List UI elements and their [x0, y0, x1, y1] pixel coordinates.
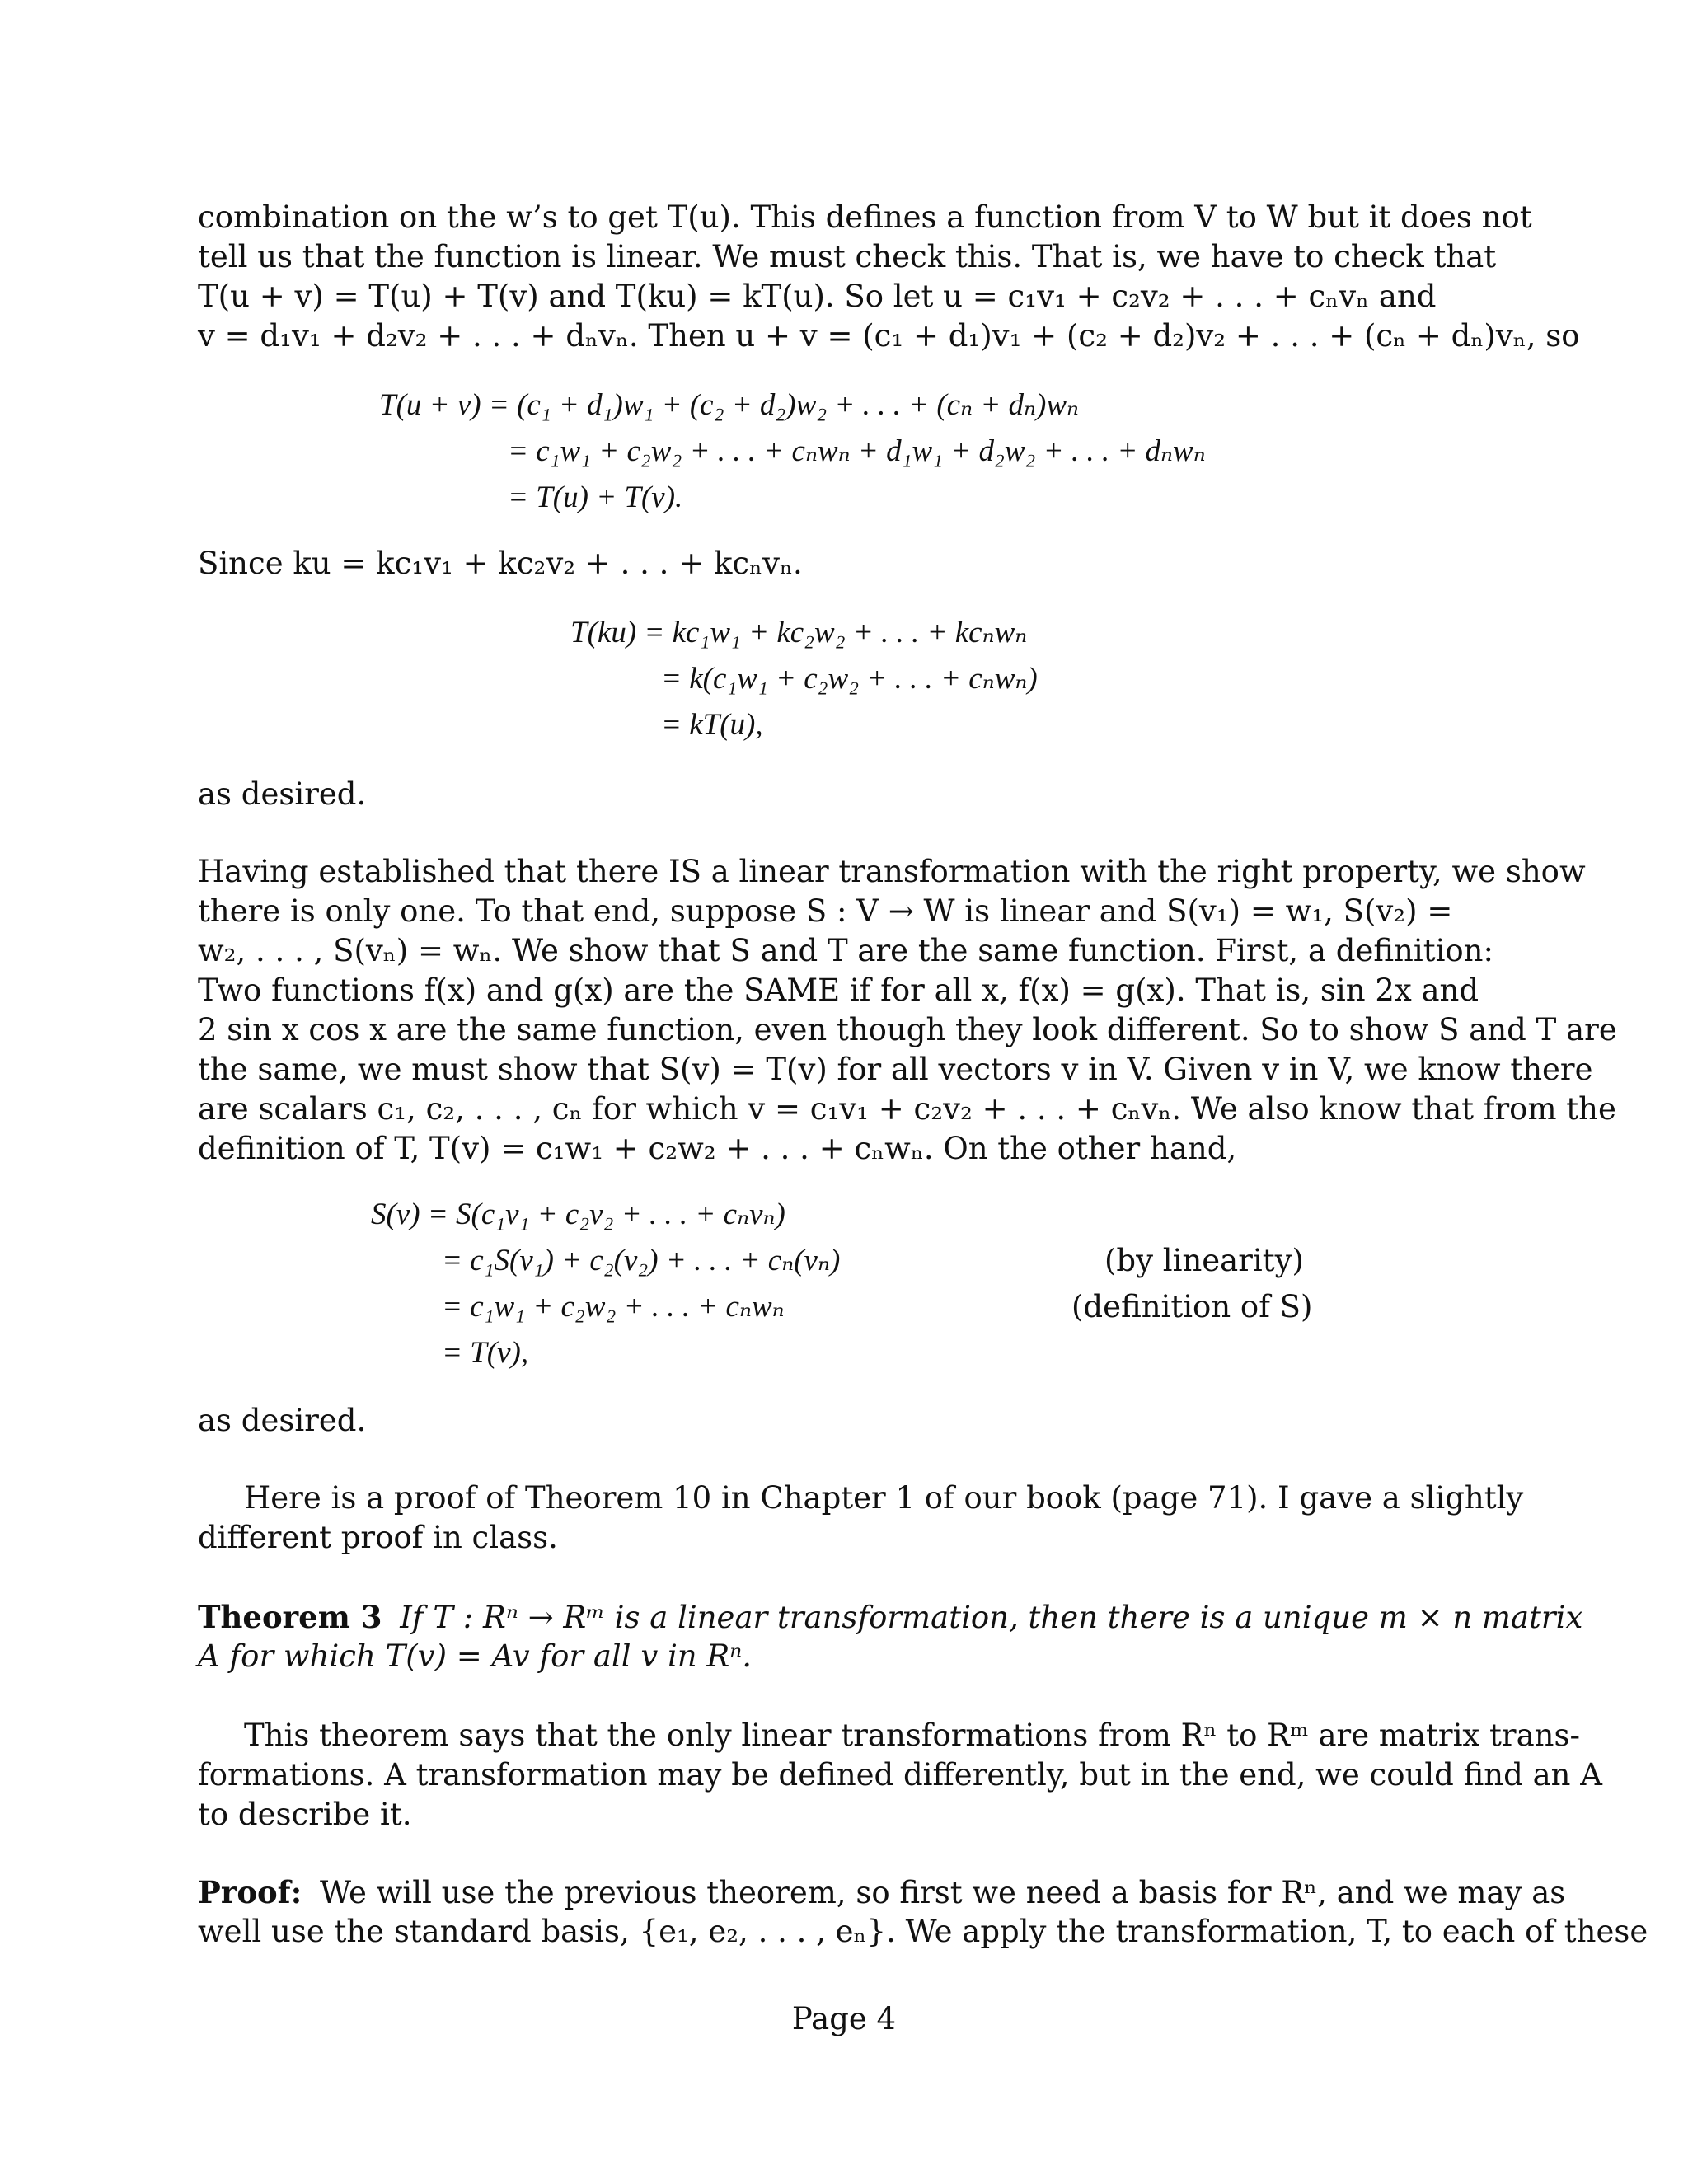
equation-3-line-1: S(v) = S(c₁v₁ + c₂v₂ + . . . + cₙvₙ) [371, 1197, 785, 1231]
equation-2-line-1: T(ku) = kc₁w₁ + kc₂w₂ + . . . + kcₙwₙ [570, 616, 1028, 649]
para2-line-1: Having established that there IS a linear transformation with the right property, we show [198, 854, 1586, 889]
theorem-text-1: If T : Rⁿ → Rᵐ is a linear transformation, then there is a unique m × n matrix [400, 1600, 1583, 1635]
para3-line-1: Here is a proof of Theorem 10 in Chapter 1 of our book (page 71). I gave a slightly [244, 1480, 1524, 1516]
intro-line-1: combination on the w’s to get T(u). This defines a function from V to W but it does not [198, 199, 1532, 235]
para2-line-8: definition of T, T(v) = c₁w₁ + c₂w₂ + . . . + cₙwₙ. On the other hand, [198, 1131, 1237, 1166]
para2-line-3: w₂, . . . , S(vₙ) = wₙ. We show that S and T are the same function. First, a definition: [198, 933, 1493, 968]
equation-1-line-1: T(u + v) = (c₁ + d₁)w₁ + (c₂ + d₂)w₂ + . . . + (cₙ + dₙ)wₙ [379, 388, 1080, 422]
since-line: Since ku = kc₁v₁ + kc₂v₂ + . . . + kcₙvₙ. [198, 546, 803, 581]
equation-1-line-3: = T(u) + T(v). [508, 480, 683, 514]
equation-3-line-4: = T(v), [442, 1336, 529, 1370]
proof-line-1 [198, 1872, 1565, 1913]
equation-3-note-linearity: (by linearity) [1104, 1243, 1304, 1278]
proof-text-1: We will use the previous theorem, so first we need a basis for Rⁿ, and we may as [320, 1875, 1566, 1910]
proof-line-2: well use the standard basis, {e₁, e₂, . . . , eₙ}. We apply the transformation, T, to each of these [198, 1914, 1648, 1949]
para2-line-7: are scalars c₁, c₂, . . . , cₙ for which v = c₁v₁ + c₂v₂ + . . . + cₙvₙ. We also know that from the [198, 1091, 1616, 1127]
proof-label: Proof: [198, 1874, 302, 1910]
page-number: Page 4 [791, 2001, 897, 2036]
equation-3-line-3: = c₁w₁ + c₂w₂ + . . . + cₙwₙ [442, 1290, 785, 1324]
equation-3-line-2: = c₁S(v₁) + c₂(v₂) + . . . + cₙ(vₙ) [442, 1244, 841, 1277]
theorem-line-1 [198, 1597, 1582, 1638]
theorem-label: Theorem 3 [198, 1599, 382, 1635]
para3-line-2: different proof in class. [198, 1520, 558, 1555]
para4-line-1: This theorem says that the only linear transformations from Rⁿ to Rᵐ are matrix trans- [244, 1718, 1580, 1753]
para4-line-2: formations. A transformation may be defined differently, but in the end, we could find an A [198, 1757, 1602, 1793]
theorem-line-2: A for which T(v) = Av for all v in Rⁿ. [198, 1638, 753, 1674]
para2-line-5: 2 sin x cos x are the same function, even though they look different. So to show S and T are [198, 1012, 1617, 1047]
equation-3-note-definition: (definition of S) [1071, 1289, 1313, 1324]
intro-line-4: v = d₁v₁ + d₂v₂ + . . . + dₙvₙ. Then u + v = (c₁ + d₁)v₁ + (c₂ + d₂)v₂ + . . . + (cₙ + dₙ)vₙ, so [198, 318, 1580, 354]
para4-line-3: to describe it. [198, 1797, 412, 1832]
equation-2-line-3: = kT(u), [661, 708, 763, 742]
as-desired-1: as desired. [198, 776, 367, 812]
para2-line-4: Two functions f(x) and g(x) are the SAME if for all x, f(x) = g(x). That is, sin 2x and [198, 972, 1479, 1008]
as-desired-2: as desired. [198, 1403, 367, 1438]
intro-line-2: tell us that the function is linear. We must check this. That is, we have to check that [198, 239, 1497, 274]
intro-line-3: T(u + v) = T(u) + T(v) and T(ku) = kT(u). So let u = c₁v₁ + c₂v₂ + . . . + cₙvₙ and [198, 279, 1437, 314]
para2-line-6: the same, we must show that S(v) = T(v) for all vectors v in V. Given v in V, we know there [198, 1052, 1593, 1087]
para2-line-2: there is only one. To that end, suppose S : V → W is linear and S(v₁) = w₁, S(v₂) = [198, 893, 1453, 929]
equation-1-line-2: = c₁w₁ + c₂w₂ + . . . + cₙwₙ + d₁w₁ + d₂w₂ + . . . + dₙwₙ [508, 434, 1206, 468]
equation-2-line-2: = k(c₁w₁ + c₂w₂ + . . . + cₙwₙ) [661, 662, 1038, 696]
